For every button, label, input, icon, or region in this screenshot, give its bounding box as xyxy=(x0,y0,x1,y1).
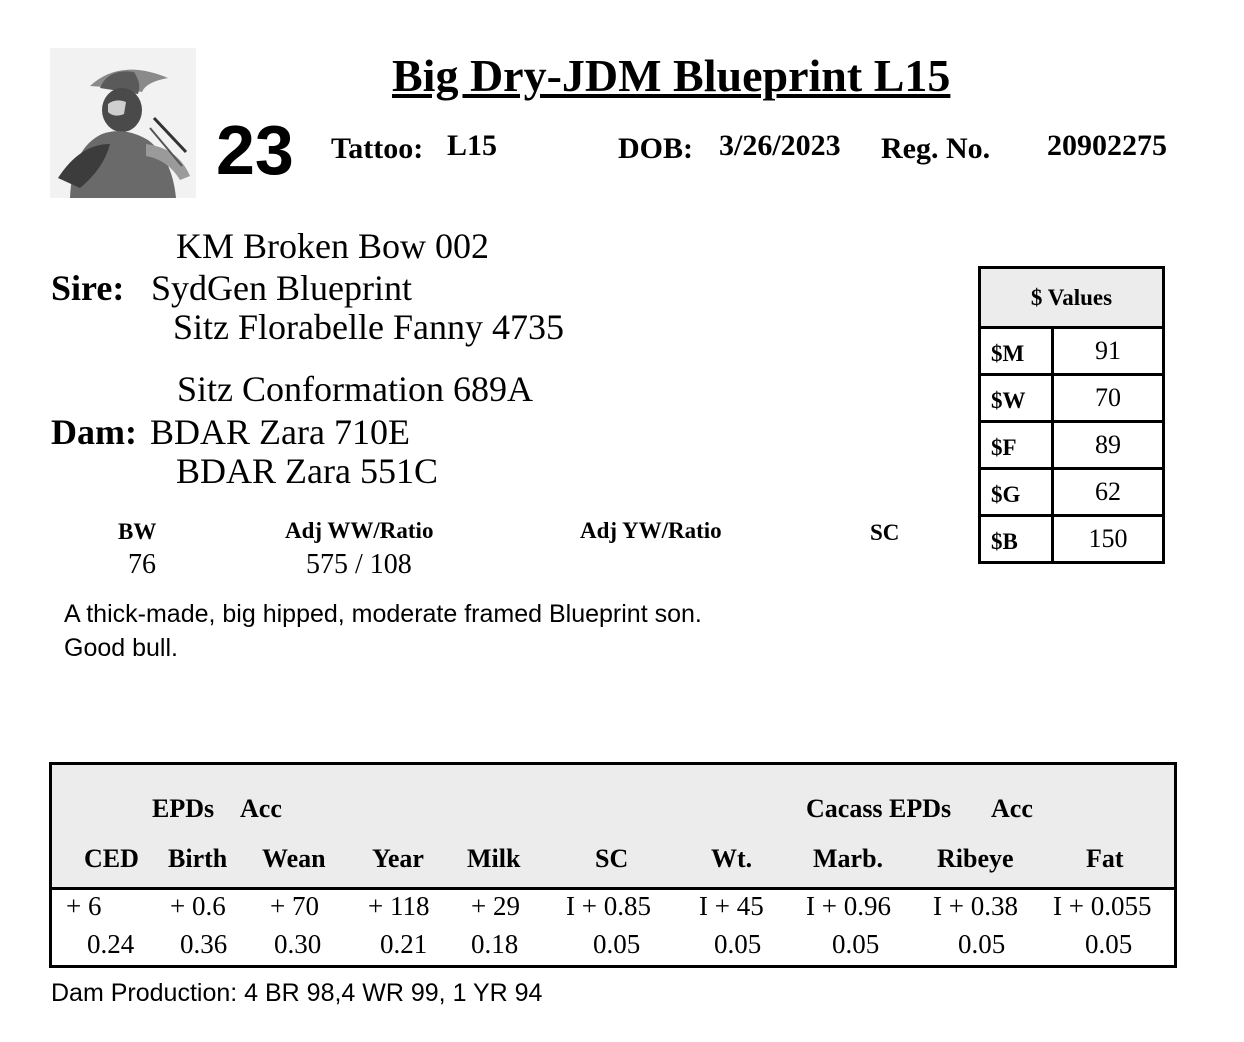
carcass-acc-group-label: Acc xyxy=(991,794,1033,823)
dam-sire: Sitz Conformation 689A xyxy=(177,369,533,409)
col-header-birth: Birth xyxy=(168,844,228,873)
epd-value-fat: I + 0.055 xyxy=(1053,891,1152,921)
animal-title: Big Dry-JDM Blueprint L15 xyxy=(392,50,951,101)
epd-value-marb: I + 0.96 xyxy=(806,891,891,921)
sire-dam: Sitz Florabelle Fanny 4735 xyxy=(173,307,564,347)
col-header-fat: Fat xyxy=(1086,844,1124,873)
dob-label: DOB: xyxy=(618,132,693,165)
bw-label: BW xyxy=(118,519,157,544)
comment-line-2: Good bull. xyxy=(64,634,178,662)
epd-value-birth: + 0.6 xyxy=(170,891,226,921)
acc-value-sc: 0.05 xyxy=(593,929,641,959)
dollar-value-label: $F xyxy=(980,422,1053,469)
dam-production: Dam Production: 4 BR 98,4 WR 99, 1 YR 94 xyxy=(51,979,543,1007)
sire-name: SydGen Blueprint xyxy=(151,268,412,308)
epd-value-ribeye: I + 0.38 xyxy=(933,891,1018,921)
lot-number: 23 xyxy=(216,111,294,189)
acc-value-milk: 0.18 xyxy=(471,929,519,959)
dollar-value: 91 xyxy=(1053,328,1164,375)
dollar-value: 70 xyxy=(1053,375,1164,422)
epd-value-year: + 118 xyxy=(368,891,430,921)
dollar-value-label: $W xyxy=(980,375,1053,422)
acc-value-fat: 0.05 xyxy=(1085,929,1133,959)
tattoo-value: L15 xyxy=(447,129,498,162)
epd-value-wean: + 70 xyxy=(270,891,319,921)
col-header-wean: Wean xyxy=(262,844,326,873)
carcass-epds-group-label: Cacass EPDs xyxy=(806,794,952,823)
dollar-value-label: $G xyxy=(980,469,1053,516)
dollar-value-row xyxy=(980,422,1164,469)
dollar-value-row xyxy=(980,469,1164,516)
col-header-milk: Milk xyxy=(467,844,521,873)
col-header-year: Year xyxy=(372,844,424,873)
dollar-values-heading: $ Values xyxy=(980,268,1164,328)
epd-value-wt: I + 45 xyxy=(699,891,764,921)
dollar-values-table xyxy=(978,266,1165,564)
dollar-value-row xyxy=(980,375,1164,422)
dollar-value: 89 xyxy=(1053,422,1164,469)
dollar-value-row xyxy=(980,328,1164,375)
reg-no-value: 20902275 xyxy=(1047,129,1167,162)
bw-value: 76 xyxy=(128,549,156,580)
reg-no-label: Reg. No. xyxy=(881,132,991,165)
acc-value-birth: 0.36 xyxy=(180,929,228,959)
acc-value-wt: 0.05 xyxy=(714,929,762,959)
ww-label: Adj WW/Ratio xyxy=(285,518,434,543)
epd-table-header xyxy=(52,765,1174,890)
dollar-value-row xyxy=(980,516,1164,563)
dollar-value-label: $B xyxy=(980,516,1053,563)
comment-line-1: A thick-made, big hipped, moderate framed Blueprint son. xyxy=(64,600,702,628)
tattoo-label: Tattoo: xyxy=(331,132,424,165)
acc-value-marb: 0.05 xyxy=(832,929,880,959)
col-header-ced: CED xyxy=(84,844,139,873)
acc-value-ribeye: 0.05 xyxy=(958,929,1006,959)
ranch-logo xyxy=(50,48,196,198)
cowboy-sketch-icon xyxy=(50,48,196,198)
sc-label: SC xyxy=(870,520,900,545)
epd-value-milk: + 29 xyxy=(471,891,520,921)
epds-group-label: EPDs xyxy=(152,794,215,823)
dam-dam: BDAR Zara 551C xyxy=(176,451,438,491)
acc-value-ced: 0.24 xyxy=(87,929,135,959)
epd-value-ced: + 6 xyxy=(66,891,102,921)
sire-sire: KM Broken Bow 002 xyxy=(176,226,489,266)
epd-table xyxy=(49,762,1177,968)
comment xyxy=(64,597,744,665)
dam-name: BDAR Zara 710E xyxy=(150,412,410,452)
yw-label: Adj YW/Ratio xyxy=(580,518,722,543)
col-header-ribeye: Ribeye xyxy=(937,844,1014,873)
acc-value-year: 0.21 xyxy=(380,929,428,959)
col-header-sc: SC xyxy=(595,844,629,873)
ww-value: 575 / 108 xyxy=(306,549,412,580)
dollar-value-label: $M xyxy=(980,328,1053,375)
acc-value-wean: 0.30 xyxy=(274,929,322,959)
epd-value-sc: I + 0.85 xyxy=(566,891,651,921)
epds-acc-group-label: Acc xyxy=(240,794,282,823)
col-header-marb: Marb. xyxy=(813,844,884,873)
dam-label: Dam: xyxy=(51,412,137,452)
col-header-wt: Wt. xyxy=(711,844,753,873)
dollar-value: 150 xyxy=(1053,516,1164,563)
dob-value: 3/26/2023 xyxy=(719,129,841,162)
dollar-value: 62 xyxy=(1053,469,1164,516)
sire-label: Sire: xyxy=(51,268,125,308)
